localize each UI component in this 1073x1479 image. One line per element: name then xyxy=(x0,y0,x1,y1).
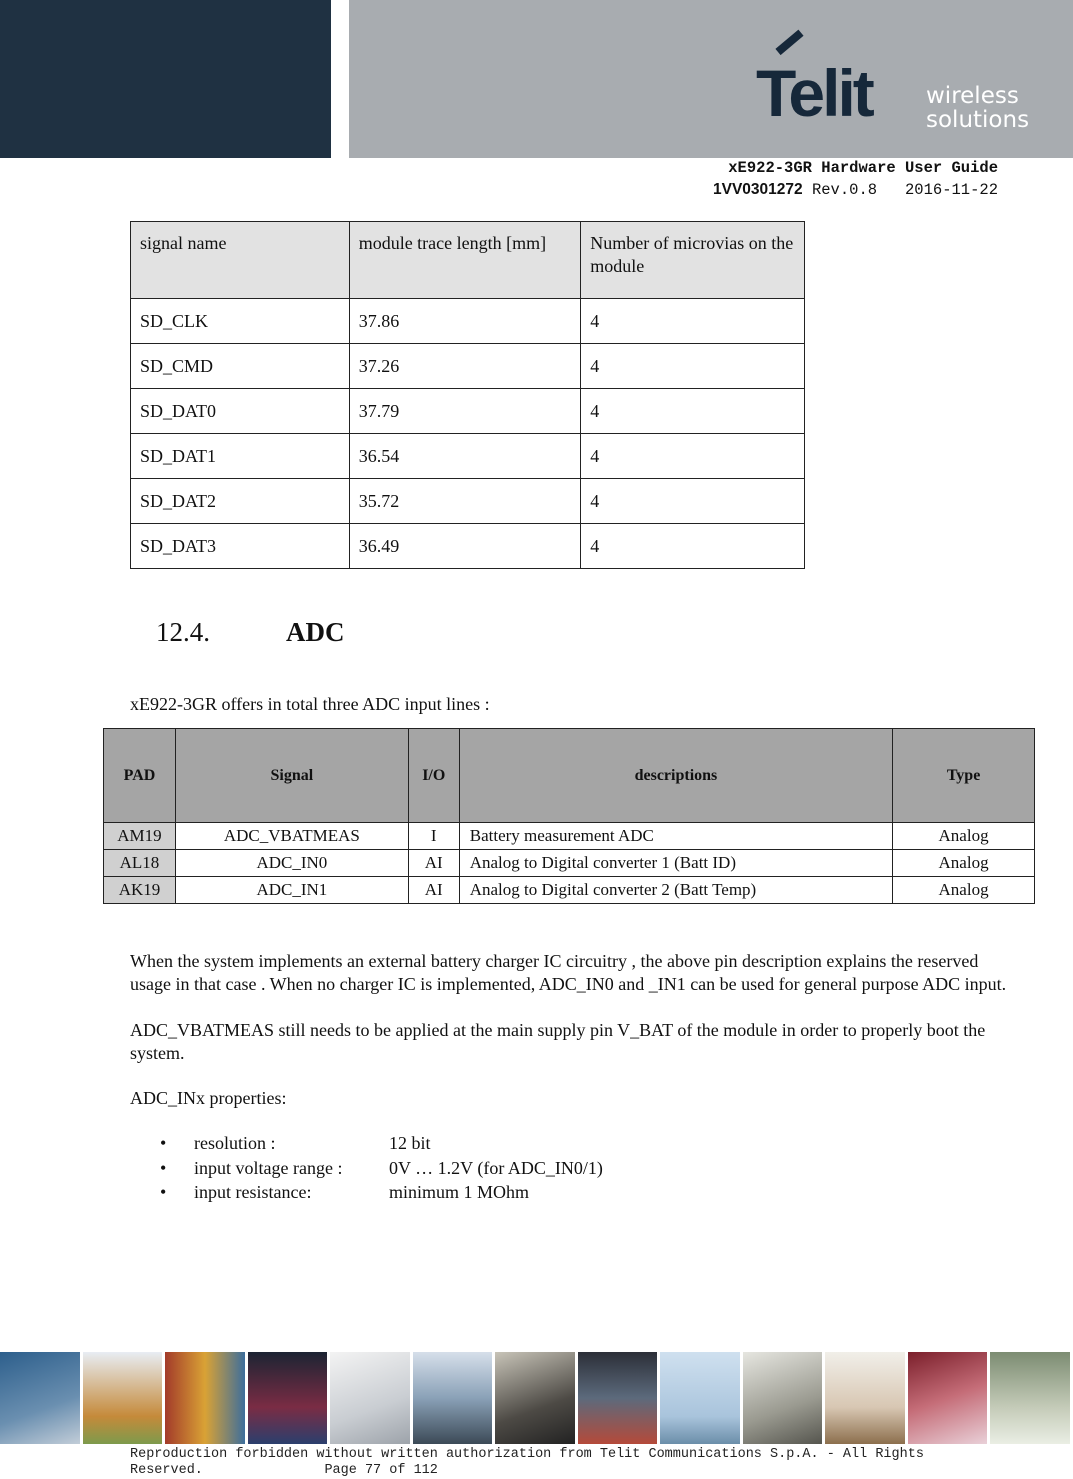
footer-photo-strip xyxy=(0,1352,1073,1444)
column-header: PAD xyxy=(104,729,176,823)
table-header-row xyxy=(131,222,805,299)
header-grey-block xyxy=(349,0,1073,158)
header-dark-block xyxy=(0,0,331,158)
section-title: ADC xyxy=(286,617,345,647)
footer-photo-tile xyxy=(165,1352,248,1444)
table-cell: 36.49 xyxy=(349,524,581,569)
column-header: I/O xyxy=(408,729,459,823)
column-header: descriptions xyxy=(459,729,892,823)
table-cell: 4 xyxy=(581,299,805,344)
column-header: module trace length [mm] xyxy=(349,222,581,299)
footer-line2 xyxy=(130,1463,1030,1479)
property-value: minimum 1 MOhm xyxy=(389,1182,530,1202)
table-cell: 37.79 xyxy=(349,389,581,434)
table-cell: 4 xyxy=(581,479,805,524)
table-cell: 4 xyxy=(581,434,805,479)
table-cell: ADC_VBATMEAS xyxy=(175,823,408,850)
table-row xyxy=(131,344,805,389)
table-cell: SD_CLK xyxy=(131,299,350,344)
footer-photo-tile xyxy=(0,1352,83,1444)
table-cell: ADC_IN1 xyxy=(175,877,408,904)
table-cell: 4 xyxy=(581,344,805,389)
table-row xyxy=(104,850,1035,877)
footer-photo-tile xyxy=(825,1352,908,1444)
table-row xyxy=(131,479,805,524)
table-cell: 36.54 xyxy=(349,434,581,479)
intro-text: xE922-3GR offers in total three ADC input lines : xyxy=(130,694,490,714)
property-value: 0V … 1.2V (for ADC_IN0/1) xyxy=(389,1157,603,1178)
table-cell: AI xyxy=(408,877,459,904)
section-number: 12.4. xyxy=(156,617,210,647)
footer-photo-tile xyxy=(908,1352,991,1444)
table-cell: 37.26 xyxy=(349,344,581,389)
column-header: Signal xyxy=(175,729,408,823)
table-row xyxy=(104,877,1035,904)
table-cell: Analog xyxy=(893,877,1035,904)
document-title: xE922-3GR Hardware User Guide xyxy=(728,159,998,177)
table-cell: Analog to Digital converter 1 (Batt ID) xyxy=(459,850,892,877)
table-cell: Analog to Digital converter 2 (Batt Temp) xyxy=(459,877,892,904)
footer-photo-tile xyxy=(743,1352,826,1444)
property-label: input resistance: xyxy=(194,1182,312,1202)
footer-photo-tile xyxy=(578,1352,661,1444)
table-row xyxy=(131,524,805,569)
table-cell: 35.72 xyxy=(349,479,581,524)
property-value: 12 bit xyxy=(389,1133,431,1153)
footer-photo-tile xyxy=(660,1352,743,1444)
table-row xyxy=(131,299,805,344)
paragraph-charger: When the system implements an external battery charger IC circuitry , the above pin description explains the reserved usage in that case . When no charger IC is implemented, ADC_IN0 and _IN1 can be used for general purpose ADC input. xyxy=(130,951,1007,994)
paragraph-vbatmeas: ADC_VBATMEAS still needs to be applied at the main supply pin V_BAT of the module in order to properly boot the system. xyxy=(130,1020,986,1063)
property-label: resolution : xyxy=(194,1133,276,1153)
bullet-icon: • xyxy=(160,1182,167,1202)
telit-logo: Telit xyxy=(756,56,872,130)
table-cell: SD_CMD xyxy=(131,344,350,389)
table-cell: SD_DAT0 xyxy=(131,389,350,434)
logo-tagline xyxy=(926,84,1029,132)
logo-tagline-line2: solutions xyxy=(926,107,1030,133)
properties-heading: ADC_INx properties: xyxy=(130,1088,287,1108)
footer-photo-tile xyxy=(495,1352,578,1444)
column-header: signal name xyxy=(131,222,350,299)
column-header: Type xyxy=(893,729,1035,823)
footer-line1: Reproduction forbidden without written authorization from Telit Communications S.p.A. - All Rights xyxy=(130,1447,924,1462)
bullet-icon: • xyxy=(160,1157,167,1178)
page-number: Page 77 of 112 xyxy=(324,1463,438,1478)
trace-length-table xyxy=(130,221,805,569)
table-cell: Battery measurement ADC xyxy=(459,823,892,850)
table-cell: I xyxy=(408,823,459,850)
table-cell: SD_DAT2 xyxy=(131,479,350,524)
document-id: 1VV0301272 xyxy=(713,181,803,198)
table-cell: ADC_IN0 xyxy=(175,850,408,877)
table-cell: AK19 xyxy=(104,877,176,904)
table-cell: AM19 xyxy=(104,823,176,850)
footer-photo-tile xyxy=(413,1352,496,1444)
footer-notice xyxy=(130,1447,1030,1479)
document-title-block xyxy=(713,157,998,201)
footer-photo-tile xyxy=(83,1352,166,1444)
table-cell: Analog xyxy=(893,823,1035,850)
property-label: input voltage range : xyxy=(194,1157,343,1178)
table-cell: AL18 xyxy=(104,850,176,877)
footer-photo-tile xyxy=(330,1352,413,1444)
document-date: 2016-11-22 xyxy=(904,181,998,199)
document-revision: Rev.0.8 xyxy=(811,181,878,199)
table-cell: Analog xyxy=(893,850,1035,877)
column-header: Number of microvias on the module xyxy=(581,222,805,299)
table-cell: SD_DAT3 xyxy=(131,524,350,569)
footer-photo-tile xyxy=(248,1352,331,1444)
bullet-icon: • xyxy=(160,1133,167,1153)
logo-tagline-line1: wireless xyxy=(926,83,1019,109)
table-cell: 37.86 xyxy=(349,299,581,344)
table-cell: SD_DAT1 xyxy=(131,434,350,479)
footer-photo-tile xyxy=(990,1352,1073,1444)
table-row xyxy=(131,434,805,479)
document-id-line xyxy=(713,179,998,201)
footer-reserved: Reserved. xyxy=(130,1463,203,1478)
table-cell: 4 xyxy=(581,524,805,569)
table-row xyxy=(131,389,805,434)
table-header-row xyxy=(104,729,1035,823)
table-cell: AI xyxy=(408,850,459,877)
table-row xyxy=(104,823,1035,850)
table-cell: 4 xyxy=(581,389,805,434)
adc-pin-table xyxy=(103,728,1035,904)
